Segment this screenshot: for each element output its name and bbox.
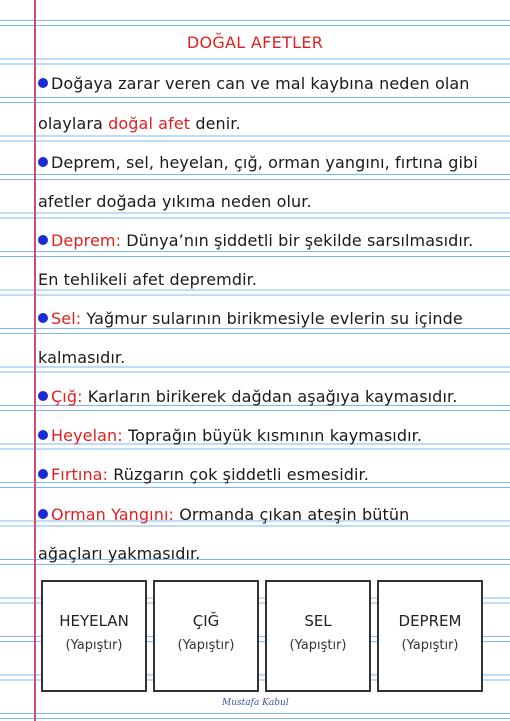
paragraph-text: kalmasıdır.: [38, 348, 126, 367]
term-label: Deprem:: [51, 231, 122, 250]
bullet-icon: [38, 235, 48, 245]
paste-box-deprem[interactable]: [377, 580, 483, 692]
paragraph-line: [38, 270, 257, 289]
definition-text: Yağmur sularının birikmesiyle evlerin su içinde: [81, 309, 463, 328]
definition-text: Rüzgarın çok şiddetli esmesidir.: [108, 465, 369, 484]
bullet-icon: [38, 469, 48, 479]
box-label: DEPREM: [398, 612, 462, 630]
bullet-icon: [38, 430, 48, 440]
box-label: SEL: [304, 612, 332, 630]
paragraph-line: [38, 114, 241, 133]
definition-heyelan: [38, 426, 422, 445]
box-hint: (Yapıştır): [289, 638, 347, 653]
paragraph-line: [38, 348, 125, 367]
paste-box-sel[interactable]: [265, 580, 371, 692]
paragraph-text: olaylara: [38, 114, 109, 133]
box-label: HEYELAN: [59, 612, 129, 630]
highlighted-term: doğal afet: [108, 114, 191, 133]
paragraph-line: [38, 192, 312, 211]
term-label: Sel:: [51, 309, 82, 328]
definition-orman-yangini: [38, 505, 409, 524]
bullet-icon: [38, 391, 48, 401]
term-label: Heyelan:: [51, 426, 123, 445]
paragraph-text: ağaçları yakmasıdır.: [38, 544, 201, 563]
paste-boxes: [41, 580, 481, 692]
bullet-icon: [38, 509, 48, 519]
paragraph-text: denir.: [190, 114, 241, 133]
definition-sel: [38, 309, 463, 328]
paragraph-text: Deprem, sel, heyelan, çığ, orman yangını, fırtına gibi: [51, 153, 478, 172]
term-label: Orman Yangını:: [51, 505, 175, 524]
definition-text: Toprağın büyük kısmının kaymasıdır.: [122, 426, 423, 445]
paragraph-text: Doğaya zarar veren can ve mal kaybına neden olan: [51, 74, 470, 93]
box-hint: (Yapıştır): [177, 638, 235, 653]
definition-firtina: [38, 465, 369, 484]
definition-text: Karların birikerek dağdan aşağıya kaymasıdır.: [82, 387, 458, 406]
box-hint: (Yapıştır): [65, 638, 123, 653]
bullet-icon: [38, 313, 48, 323]
definition-text: Ormanda çıkan ateşin bütün: [174, 505, 410, 524]
paste-box-cig[interactable]: [153, 580, 259, 692]
term-label: Çığ:: [51, 387, 83, 406]
margin-line: [34, 0, 36, 721]
bullet-icon: [38, 78, 48, 88]
definition-deprem: [38, 231, 473, 250]
paste-box-heyelan[interactable]: [41, 580, 147, 692]
paragraph-line: [38, 544, 200, 563]
box-hint: (Yapıştır): [401, 638, 459, 653]
term-label: Fırtına:: [51, 465, 109, 484]
paragraph-text: afetler doğada yıkıma neden olur.: [38, 192, 312, 211]
page-title: DOĞAL AFETLER: [186, 33, 324, 52]
paragraph-line: [38, 153, 478, 172]
definition-cig: [38, 387, 457, 406]
bullet-icon: [38, 157, 48, 167]
author-signature: Mustafa Kabul: [222, 698, 289, 708]
definition-text: Dünya’nın şiddetli bir şekilde sarsılmasıdır.: [121, 231, 474, 250]
paragraph-text: En tehlikeli afet depremdir.: [38, 270, 258, 289]
box-label: ÇIĞ: [192, 612, 220, 630]
paragraph-line: [38, 74, 470, 93]
